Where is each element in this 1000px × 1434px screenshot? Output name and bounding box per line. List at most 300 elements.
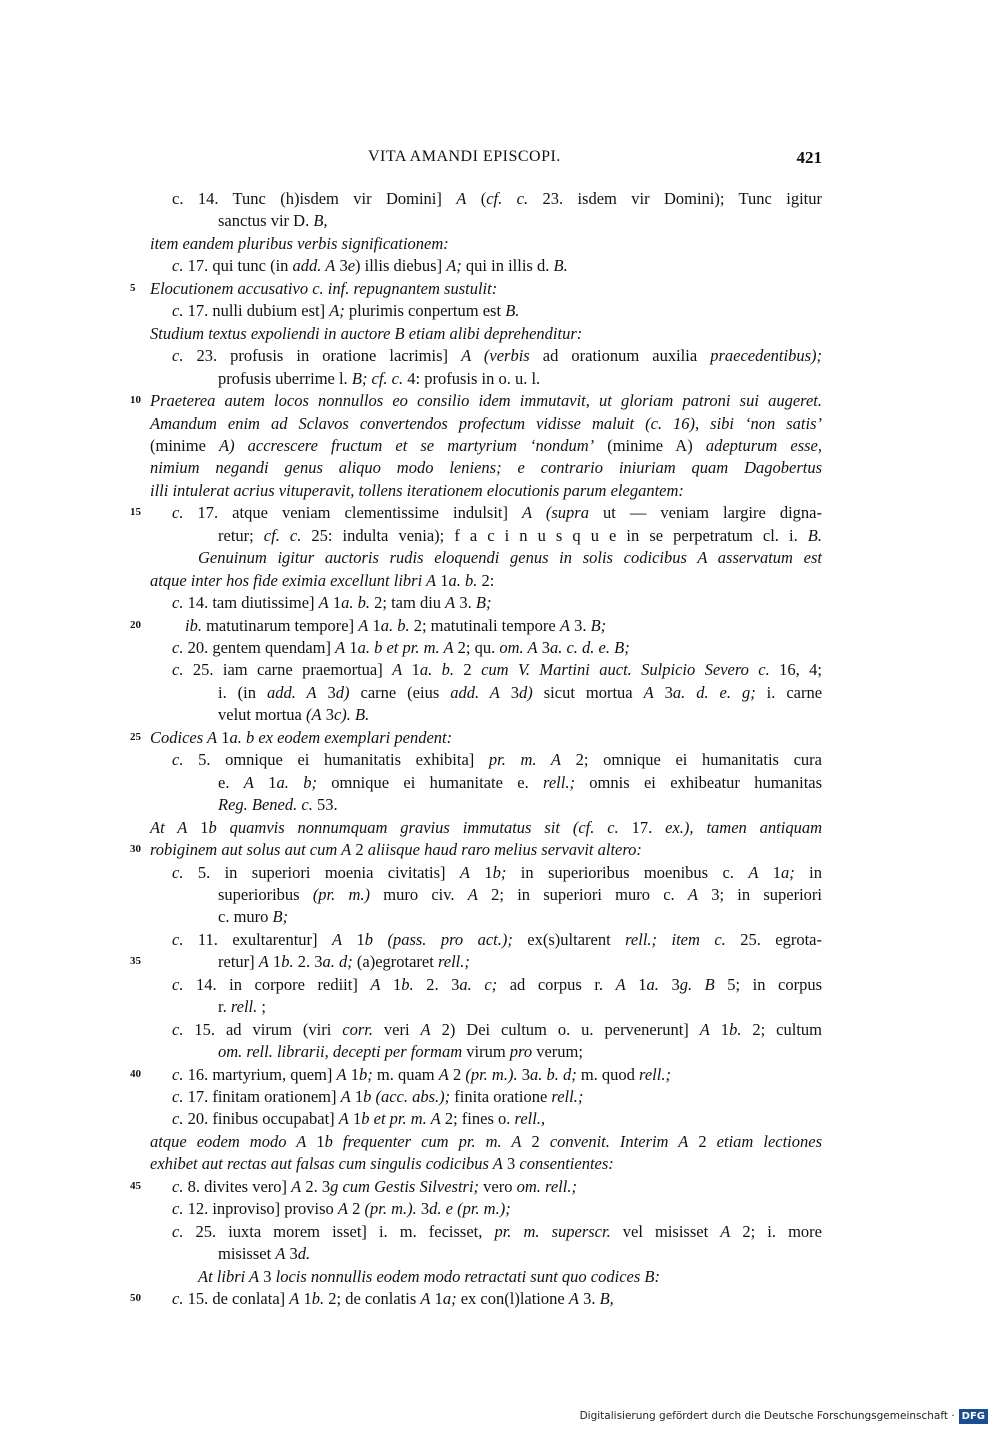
- italic-run: om. rell. librarii, decepti per formam: [218, 1042, 463, 1062]
- italic-run: cum V. Martini auct. Sulpicio Severo c.: [481, 660, 770, 680]
- text-line: [0, 748, 1000, 771]
- italic-run: Codices A: [150, 727, 218, 747]
- italic-run: a;: [781, 862, 795, 882]
- italic-run: g cum Gestis Silvestri;: [330, 1176, 480, 1196]
- roman-run: muro civ.: [370, 884, 468, 904]
- roman-run: 12. inproviso] proviso: [183, 1199, 338, 1219]
- text-line: [0, 1040, 1000, 1063]
- italic-run: rell.; item c.: [625, 929, 726, 949]
- roman-run: 1: [402, 660, 420, 680]
- text-line: [0, 771, 1000, 794]
- italic-run: d.: [297, 1244, 311, 1264]
- italic-run: d): [335, 682, 350, 702]
- roman-run: velut mortua: [218, 705, 306, 725]
- roman-run: 25. iuxta morem isset] i. m. fecisset,: [183, 1221, 495, 1241]
- line-text: [150, 1130, 822, 1153]
- italic-run: cf. c.: [263, 525, 302, 545]
- text-line: [0, 209, 1000, 232]
- roman-run: 1: [758, 862, 782, 882]
- text-line: [0, 389, 1000, 412]
- roman-run: i. (in: [218, 682, 267, 702]
- italic-run: c.: [172, 346, 184, 366]
- roman-run: 17. qui tunc (in: [183, 256, 293, 276]
- italic-run: A;: [446, 256, 462, 276]
- italic-run: A): [219, 435, 235, 455]
- italic-run: consentientes:: [519, 1154, 614, 1174]
- roman-run: virum: [462, 1042, 510, 1062]
- italic-run: locis nonnullis eodem modo retractati sunt quo codices B:: [275, 1266, 660, 1286]
- line-text: [172, 1085, 583, 1108]
- italic-run: a. b;: [276, 772, 317, 792]
- italic-run: c.: [172, 1289, 184, 1309]
- roman-run: omnis ei exhibeatur humanitas: [574, 772, 823, 792]
- roman-run: 3; in superiori: [697, 884, 823, 904]
- roman-run: 20. gentem quendam]: [183, 638, 336, 657]
- roman-run: ex con(l)latione: [456, 1289, 569, 1309]
- roman-run: omnique ei humanitate e.: [316, 772, 544, 792]
- roman-run: 1: [348, 1109, 362, 1129]
- roman-run: 5; in corpus: [714, 974, 823, 994]
- roman-run: retur;: [218, 525, 264, 545]
- italic-run: cf. c.: [486, 189, 529, 208]
- italic-run: B;: [475, 593, 492, 613]
- roman-run: 2:: [477, 570, 495, 590]
- line-text: [150, 1152, 614, 1175]
- footer-credit: Digitalisierung gefördert durch die Deutsche Forschungsgemeinschaft ·: [579, 1410, 955, 1422]
- roman-run: (: [466, 189, 487, 208]
- line-text: [218, 905, 288, 928]
- roman-run: 3: [517, 1064, 530, 1084]
- text-line: [0, 1152, 1000, 1175]
- roman-run: 2. 3: [293, 952, 323, 972]
- text-line: [0, 254, 1000, 277]
- text-line: [0, 1018, 1000, 1041]
- roman-run: 2; de conlatis: [324, 1289, 421, 1309]
- italic-run: b quamvis nonnumquam gravius immutatus sit (cf. c.: [208, 817, 619, 837]
- italic-run: c.: [172, 974, 184, 994]
- roman-run: (a)egrotaret: [352, 952, 438, 972]
- italic-run: c.: [172, 660, 184, 680]
- text-line: [0, 1175, 1000, 1198]
- roman-run: 23. isdem vir Domini); Tunc igitur: [528, 189, 822, 208]
- line-text: [172, 501, 822, 524]
- text-line: [0, 1197, 1000, 1220]
- roman-run: 3: [537, 638, 550, 657]
- line-number: 30: [130, 843, 141, 856]
- text-line: [0, 434, 1000, 457]
- italic-run: c.: [172, 1199, 184, 1219]
- italic-run: A: [559, 615, 570, 635]
- italic-run: A: [699, 1019, 710, 1039]
- text-line: [0, 299, 1000, 322]
- line-text: [198, 546, 822, 569]
- line-number: 40: [130, 1067, 141, 1080]
- italic-run: b.: [401, 974, 414, 994]
- italic-run: A: [445, 593, 456, 613]
- italic-run: pro: [509, 1042, 533, 1062]
- italic-run: (A: [305, 705, 322, 725]
- roman-run: 1: [217, 727, 230, 747]
- italic-run: A: [336, 1064, 347, 1084]
- roman-run: 2; cultum: [741, 1019, 823, 1039]
- italic-run: a. b et pr. m. A: [357, 638, 454, 657]
- roman-run: superioribus: [218, 884, 313, 904]
- roman-run: 2; omnique ei humanitatis cura: [560, 750, 822, 770]
- italic-run: B; cf. c.: [351, 368, 404, 388]
- italic-run: a. b.: [341, 593, 370, 613]
- roman-run: 2; tam diu: [370, 593, 446, 613]
- roman-run: 2; fines o.: [440, 1109, 515, 1129]
- line-text: [218, 524, 822, 547]
- italic-run: (pr. m.): [312, 884, 371, 904]
- line-text: [150, 838, 642, 861]
- italic-run: A: [720, 1221, 731, 1241]
- italic-run: A: [420, 1289, 431, 1309]
- italic-run: A: [331, 929, 343, 949]
- text-line: [0, 703, 1000, 726]
- italic-run: a. b ex eodem exemplari pendent:: [229, 727, 453, 747]
- roman-run: 3.: [455, 593, 476, 613]
- italic-run: rell.,: [514, 1109, 546, 1129]
- roman-run: 1: [625, 974, 647, 994]
- italic-run: A: [289, 1289, 300, 1309]
- roman-run: ex(s)ultarent: [512, 929, 626, 949]
- roman-run: c. muro: [218, 907, 273, 927]
- roman-run: e.: [218, 772, 244, 792]
- text-line: [0, 412, 1000, 435]
- line-number: 15: [130, 506, 141, 519]
- italic-run: c.: [172, 301, 184, 321]
- roman-run: 2; i. more: [730, 1221, 822, 1241]
- roman-run: 1: [350, 1087, 364, 1106]
- italic-run: om. rell.;: [516, 1176, 577, 1196]
- italic-run: add. A: [266, 682, 317, 702]
- roman-run: 3: [499, 682, 520, 702]
- text-line: [0, 928, 1000, 951]
- roman-run: c. 14. Tunc (h)isdem vir Domini]: [172, 189, 457, 208]
- italic-run: rell.;: [639, 1064, 671, 1084]
- italic-run: Praeterea autem locos nonnullos eo consilio idem immutavit, ut gloriam patroni sui augeret.: [150, 391, 822, 411]
- line-number: 35: [130, 955, 141, 968]
- roman-run: 17.: [618, 817, 666, 837]
- italic-run: A: [243, 772, 254, 792]
- italic-run: e: [347, 256, 356, 276]
- line-text: [150, 277, 497, 300]
- roman-run: qui in illis d.: [461, 256, 554, 276]
- roman-run: 1: [346, 1064, 359, 1084]
- line-text: [172, 658, 822, 681]
- footer: [580, 1406, 988, 1426]
- italic-run: a.: [646, 974, 659, 994]
- roman-run: 1: [430, 1289, 443, 1309]
- italic-run: A: [615, 974, 626, 994]
- italic-run: add. A: [292, 256, 336, 276]
- text-line: [0, 187, 1000, 210]
- italic-run: b.: [281, 952, 294, 972]
- italic-run: b (pass. pro act.);: [364, 929, 513, 949]
- roman-run: 3: [502, 1154, 520, 1174]
- italic-run: pr. m. A: [488, 750, 561, 770]
- text-line: [0, 1265, 1000, 1288]
- roman-run: 2: [521, 1131, 550, 1151]
- italic-run: Reg. Bened. c.: [218, 795, 313, 815]
- line-text: [218, 995, 266, 1018]
- text-line: [0, 1242, 1000, 1265]
- roman-run: 20. finibus occupabat]: [183, 1109, 339, 1129]
- line-text: [150, 816, 822, 839]
- roman-run: 2; matutinali tempore: [409, 615, 560, 635]
- line-text: [218, 950, 470, 973]
- line-text: [150, 412, 822, 435]
- roman-run: (minime A): [594, 435, 706, 455]
- italic-run: atque eodem modo A: [150, 1131, 307, 1151]
- line-text: [172, 1175, 577, 1198]
- line-number: 50: [130, 1292, 141, 1305]
- text-line: [0, 501, 1000, 524]
- line-text: [150, 569, 494, 592]
- italic-run: A;: [329, 301, 345, 321]
- roman-run: ) illis diebus]: [355, 256, 447, 276]
- roman-run: 2: [348, 1199, 365, 1219]
- roman-run: 2; qu.: [453, 638, 500, 657]
- line-text: [218, 1040, 583, 1063]
- line-text: [218, 1242, 310, 1265]
- italic-run: a. c. d. e. B;: [549, 638, 630, 657]
- italic-run: B;: [590, 615, 607, 635]
- line-text: [172, 1018, 822, 1041]
- line-text: [172, 344, 822, 367]
- roman-run: 2) Dei cultum o. u. pervenerunt]: [430, 1019, 700, 1039]
- line-text: [150, 232, 449, 255]
- italic-run: d. e (pr. m.);: [429, 1199, 511, 1219]
- text-line: [0, 793, 1000, 816]
- line-number: 5: [130, 281, 136, 294]
- italic-run: ex.), tamen antiquam: [665, 817, 823, 837]
- text-line: [0, 614, 1000, 637]
- italic-run: B.: [553, 256, 568, 276]
- italic-run: a;: [442, 1289, 457, 1309]
- roman-run: ad corpus r.: [497, 974, 616, 994]
- roman-run: r.: [218, 997, 231, 1017]
- italic-run: (pr. m.).: [364, 1199, 417, 1219]
- text-line: [0, 546, 1000, 569]
- italic-run: A: [258, 952, 269, 972]
- text-line: [0, 1220, 1000, 1243]
- running-title: VITA AMANDI EPISCOPI.: [368, 148, 561, 165]
- italic-run: b.: [311, 1289, 325, 1309]
- italic-run: Genuinum igitur auctoris rudis eloquendi genus in solis codicibus A asservatum est: [198, 548, 822, 568]
- roman-run: (minime: [150, 435, 219, 455]
- roman-run: 17. nulli dubium est]: [183, 301, 330, 321]
- italic-run: c.: [172, 1176, 184, 1196]
- line-text: [172, 299, 519, 322]
- roman-run: 3: [658, 974, 680, 994]
- italic-run: A: [687, 884, 698, 904]
- italic-run: robiginem aut solus aut cum A: [150, 840, 352, 860]
- italic-run: Elocutionem accusativo c. inf. repugnantem sustulit:: [150, 278, 498, 298]
- roman-run: in superioribus moenibus c.: [506, 862, 749, 882]
- line-number: 25: [130, 730, 141, 743]
- italic-run: A (supra: [522, 503, 589, 523]
- roman-run: 15. ad virum (viri: [183, 1019, 343, 1039]
- roman-run: i. carne: [755, 682, 823, 702]
- italic-run: A: [335, 638, 346, 657]
- italic-run: etiam lectiones: [716, 1131, 823, 1151]
- roman-run: 25: indulta venia); f a c i n u s q u e in se perpetratum cl. i.: [301, 525, 808, 545]
- italic-run: aliisque haud raro melius servavit altero:: [367, 840, 642, 860]
- italic-run: nimium negandi genus aliquo modo leniens; e contrario iniuriam quam Dagobertus: [150, 458, 822, 478]
- text-line: [0, 658, 1000, 681]
- text-line: [0, 456, 1000, 479]
- roman-run: 1: [436, 570, 449, 590]
- italic-run: A: [340, 1087, 351, 1106]
- roman-run: 16. martyrium, quem]: [183, 1064, 337, 1084]
- roman-run: 3: [316, 682, 336, 702]
- text-line: [0, 479, 1000, 502]
- roman-run: 4: profusis in o. u. l.: [403, 368, 541, 388]
- italic-run: pr. m. superscr.: [494, 1221, 611, 1241]
- italic-run: c.: [172, 1087, 184, 1106]
- text-line: [0, 681, 1000, 704]
- roman-run: ;: [257, 997, 266, 1017]
- text-line: [0, 344, 1000, 367]
- italic-run: B.: [505, 301, 520, 321]
- italic-run: c.: [172, 1064, 184, 1084]
- italic-run: d): [519, 682, 533, 702]
- text-line: [0, 1085, 1000, 1108]
- italic-run: A: [318, 593, 329, 613]
- italic-run: c.: [172, 593, 184, 613]
- italic-run: A: [392, 660, 403, 680]
- page-header: [150, 148, 822, 170]
- line-text: [172, 1287, 614, 1310]
- line-text: [172, 748, 822, 771]
- roman-run: 53.: [312, 795, 338, 815]
- italic-run: B,: [313, 211, 328, 231]
- italic-run: A: [338, 1109, 349, 1129]
- italic-run: Amandum enim ad Sclavos convertendos profectum vidisse maluit (c. 16), sibi ‘non satis’: [150, 413, 822, 433]
- roman-run: 8. divites vero]: [183, 1176, 292, 1196]
- roman-run: ut — veniam largire digna-: [588, 503, 822, 523]
- roman-run: 1: [345, 638, 358, 657]
- line-number: 45: [130, 1179, 141, 1192]
- text-line: [0, 569, 1000, 592]
- line-text: [150, 479, 684, 502]
- roman-run: 2: [351, 840, 368, 860]
- roman-run: carne (eius: [349, 682, 451, 702]
- roman-run: 3: [285, 1244, 298, 1264]
- roman-run: 1: [187, 817, 209, 837]
- roman-run: 17. finitam orationem]: [183, 1087, 341, 1106]
- roman-run: 3: [653, 682, 673, 702]
- italic-run: om. A: [499, 638, 538, 657]
- italic-run: A: [291, 1176, 302, 1196]
- roman-run: 14. in corpore rediit]: [183, 974, 371, 994]
- italic-run: rell.: [230, 997, 258, 1017]
- italic-run: B.: [807, 525, 822, 545]
- italic-run: adepturum esse,: [705, 435, 823, 455]
- italic-run: A: [358, 615, 369, 635]
- roman-run: 1: [709, 1019, 730, 1039]
- italic-run: convenit. Interim A: [549, 1131, 689, 1151]
- roman-run: ad orationum auxilia: [529, 346, 711, 366]
- roman-run: plurimis conpertum est: [344, 301, 506, 321]
- italic-run: a. d. e. g;: [672, 682, 756, 702]
- line-text: [150, 434, 822, 457]
- roman-run: 17. atque veniam clementissime indulsit]: [183, 503, 523, 523]
- roman-run: 3: [416, 1199, 430, 1219]
- italic-run: A: [456, 189, 467, 208]
- roman-run: matutinarum tempore]: [201, 615, 359, 635]
- italic-run: praecedentibus);: [710, 346, 822, 366]
- italic-run: (pr. m.).: [465, 1064, 518, 1084]
- line-number: 20: [130, 618, 141, 631]
- roman-run: vel misisset: [610, 1221, 721, 1241]
- italic-run: A: [467, 884, 478, 904]
- italic-run: b.: [729, 1019, 742, 1039]
- italic-run: item eandem pluribus verbis significationem:: [150, 233, 449, 253]
- italic-run: c). B.: [333, 705, 370, 725]
- line-text: [150, 322, 582, 345]
- roman-run: 1: [328, 593, 342, 613]
- line-text: [150, 726, 452, 749]
- roman-run: 1: [299, 1289, 312, 1309]
- text-line: [0, 816, 1000, 839]
- line-text: [198, 1265, 660, 1288]
- roman-run: 1: [470, 862, 493, 882]
- line-text: [185, 614, 606, 637]
- roman-run: 1: [306, 1131, 325, 1151]
- line-text: [172, 1220, 822, 1243]
- line-text: [218, 883, 822, 906]
- text-line: [0, 861, 1000, 884]
- text-line: [0, 277, 1000, 300]
- text-line: [0, 367, 1000, 390]
- text-line: [0, 1107, 1000, 1130]
- line-text: [172, 591, 491, 614]
- line-text: [172, 187, 822, 210]
- italic-run: b;: [492, 862, 507, 882]
- roman-run: m. quod: [576, 1064, 640, 1084]
- roman-run: 11. exultarentur]: [183, 929, 332, 949]
- text-line: [0, 232, 1000, 255]
- line-text: [172, 1107, 545, 1130]
- roman-run: veri: [372, 1019, 421, 1039]
- italic-run: c.: [172, 638, 184, 657]
- text-line: [0, 322, 1000, 345]
- italic-run: rell.;: [437, 952, 470, 972]
- line-text: [218, 703, 369, 726]
- italic-run: c.: [172, 1221, 184, 1241]
- roman-run: 3: [335, 256, 348, 276]
- roman-run: 3.: [569, 615, 591, 635]
- italic-run: At libri A: [198, 1266, 260, 1286]
- italic-run: a. d;: [322, 952, 353, 972]
- text-line: [0, 1063, 1000, 1086]
- line-text: [218, 681, 822, 704]
- roman-run: 1: [380, 974, 402, 994]
- italic-run: a. b.: [448, 570, 478, 590]
- italic-run: A: [370, 974, 381, 994]
- roman-run: 16, 4;: [769, 660, 823, 680]
- text-line: [0, 995, 1000, 1018]
- text-line: [0, 950, 1000, 973]
- line-text: [150, 456, 822, 479]
- line-number: 10: [130, 394, 141, 407]
- roman-run: 1: [268, 952, 282, 972]
- italic-run: Studium textus expoliendi in auctore B etiam alibi deprehenditur:: [150, 323, 583, 343]
- roman-run: 3: [321, 705, 334, 725]
